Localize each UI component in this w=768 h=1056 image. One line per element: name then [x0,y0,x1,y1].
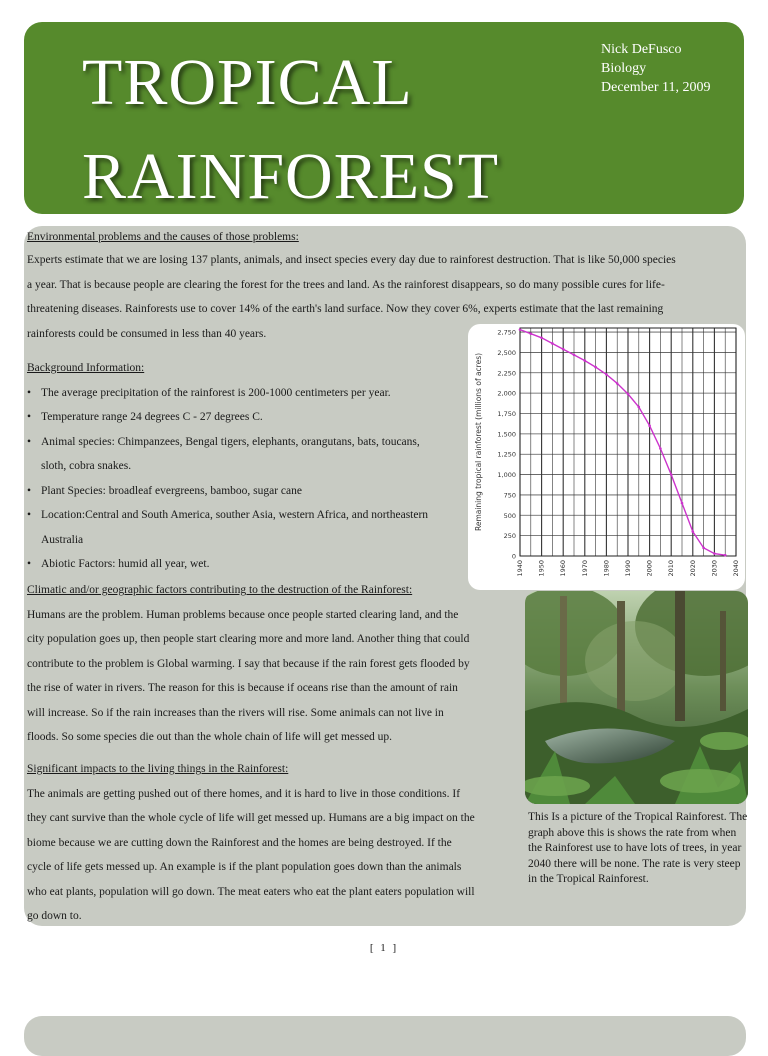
climatic-heading: Climatic and/or geographic factors contributing to the destruction of the Rainforest: [27,584,413,596]
chart-series-line [520,330,725,556]
author-name: Nick DeFusco [601,42,682,57]
chart-y-tick-label: 1,750 [497,410,516,418]
content-panel [24,226,746,926]
chart-y-tick-label: 2,500 [497,348,516,357]
chart-y-tick-label: 0 [511,552,516,561]
page-number: [ 1 ] [369,942,399,954]
environmental-heading: Environmental problems and the causes of those problems: [27,231,299,243]
chart-point [713,552,716,555]
chart-point [638,406,641,409]
page-title: TROPICAL RAINFOREST [82,46,500,213]
chart-y-tick-label: 1,250 [497,450,516,459]
impacts-heading: Significant impacts to the living things in the Rainforest: [27,763,289,775]
chart-point [692,530,695,533]
impacts-line: cycle of life gets messed up. An example is if the plant population goes down than the animals [27,861,462,873]
list-item: • Abiotic Factors: humid all year, wet. [41,552,467,577]
rainforest-photo [525,591,748,804]
impacts-section [27,757,519,929]
climatic-line: city population goes up, then people start clearing more and more land. Another thing that could [27,633,470,645]
header-banner [24,22,744,214]
background-list [27,381,467,577]
chart-x-tick-label: 1960 [559,560,568,577]
chart-y-tick-label: 250 [503,532,516,541]
chart-y-tick-label: 2,000 [497,389,516,398]
chart-x-tick-label: 2040 [732,560,740,577]
chart-y-tick-label: 2,250 [497,369,516,378]
chart-point [530,332,533,335]
rainforest-photo-image [525,591,748,804]
chart-x-tick-label: 1950 [537,560,546,577]
chart-y-tick-label: 500 [503,511,516,520]
chart-point [681,502,684,505]
chart-point [724,554,727,557]
chart-point [584,359,587,362]
environmental-line: a year. That is because people are clearing the forest for the trees and land. As the rainforest disappears, so do many possible cures for life- [27,278,665,291]
chart-x-tick-label: 1970 [580,560,589,577]
background-section [27,356,467,577]
chart-point [573,354,576,357]
next-page-panel [24,1016,746,1056]
chart-point [627,393,630,396]
chart-y-axis-label: Remaining tropical rainforest (millions of acres) [474,352,483,532]
list-item: • Plant Species: broadleaf evergreens, bamboo, sugar cane [41,479,467,504]
climatic-line: Humans are the problem. Human problems because once people started clearing land, and the [27,608,459,621]
list-item: • Location:Central and South America, souther Asia, western Africa, and northeastern Australia [41,503,467,552]
environmental-line: Experts estimate that we are losing 137 plants, animals, and insect species every day due to rainforest destruction. That is like 50,000 species [27,254,676,266]
subject-name: Biology [601,61,647,76]
impacts-line: go down to. [27,910,82,922]
list-item: • The average precipitation of the rainforest is 200-1000 centimeters per year. [41,381,467,406]
list-item: • Temperature range 24 degrees C - 27 degrees C. [41,405,467,430]
impacts-line: biome because we are cutting down the Rainforest and the homes are being destroyed. If the [27,836,452,849]
environmental-line: rainforests could be consumed in less than 40 years. [27,327,267,340]
list-item: • Animal species: Chimpanzees, Bengal tigers, elephants, orangutans, bats, toucans, sloth, cobra snakes. [41,430,467,479]
chart-svg [468,324,745,590]
chart-point [562,348,565,351]
deforestation-chart [468,324,745,590]
chart-y-tick-label: 1,500 [497,430,516,439]
chart-point [605,373,608,376]
environmental-line: threatening diseases. Rainforests use to cover 14% of the earth's land surface. Now they cover 6%, experts estimate that the last remaining [27,303,664,315]
chart-point [551,342,554,345]
climatic-line: floods. So some species die out than the whole chain of life will get messed up. [27,731,393,743]
chart-point [519,328,522,331]
impacts-line: The animals are getting pushed out of there homes, and it is hard to live in those conditions. If [27,787,461,800]
chart-point [702,547,705,550]
chart-point [540,336,543,339]
photo-caption: This Is a picture of the Tropical Rainforest. The graph above this is shows the rate from when the Rainforest use to have lots of trees, in year 2040 there will be none. The rate is very steep in the Tropical Rainforest. [528,811,748,885]
chart-x-tick-label: 1980 [602,560,611,577]
chart-y-tick-label: 750 [503,491,516,500]
chart-point [616,382,619,385]
chart-x-tick-label: 2000 [645,560,654,577]
background-heading: Background Information: [27,362,145,374]
chart-point [670,473,673,476]
chart-x-tick-label: 2030 [710,560,719,577]
date-text: December 11, 2009 [601,80,711,95]
author-block [601,40,711,97]
chart-x-tick-label: 2020 [688,560,697,577]
climatic-line: contribute to the problem is Global warming. I say that because if the rain forest gets flooded by [27,657,470,670]
climatic-line: the rise of water in rivers. The reason for this is because if oceans rise than the amount of rain [27,682,458,694]
chart-point [659,447,662,450]
impacts-line: who eat plants, population will go down. The meat eaters who eat the plant eaters population will [27,885,475,898]
chart-x-tick-label: 1940 [516,560,524,577]
chart-x-tick-label: 2010 [667,560,676,577]
chart-y-tick-label: 2,750 [497,328,516,337]
climatic-section [27,578,519,750]
chart-x-tick-label: 1990 [624,560,632,577]
climatic-line: will increase. So if the rain increases than the rivers will rise. Some animals can not live in [27,706,444,719]
impacts-line: they cant survive than the whole cycle of life will get messed up. Humans are a big impact on the [27,812,475,824]
chart-point [594,366,597,369]
chart-point [648,424,651,427]
chart-y-tick-label: 1,000 [497,471,516,480]
